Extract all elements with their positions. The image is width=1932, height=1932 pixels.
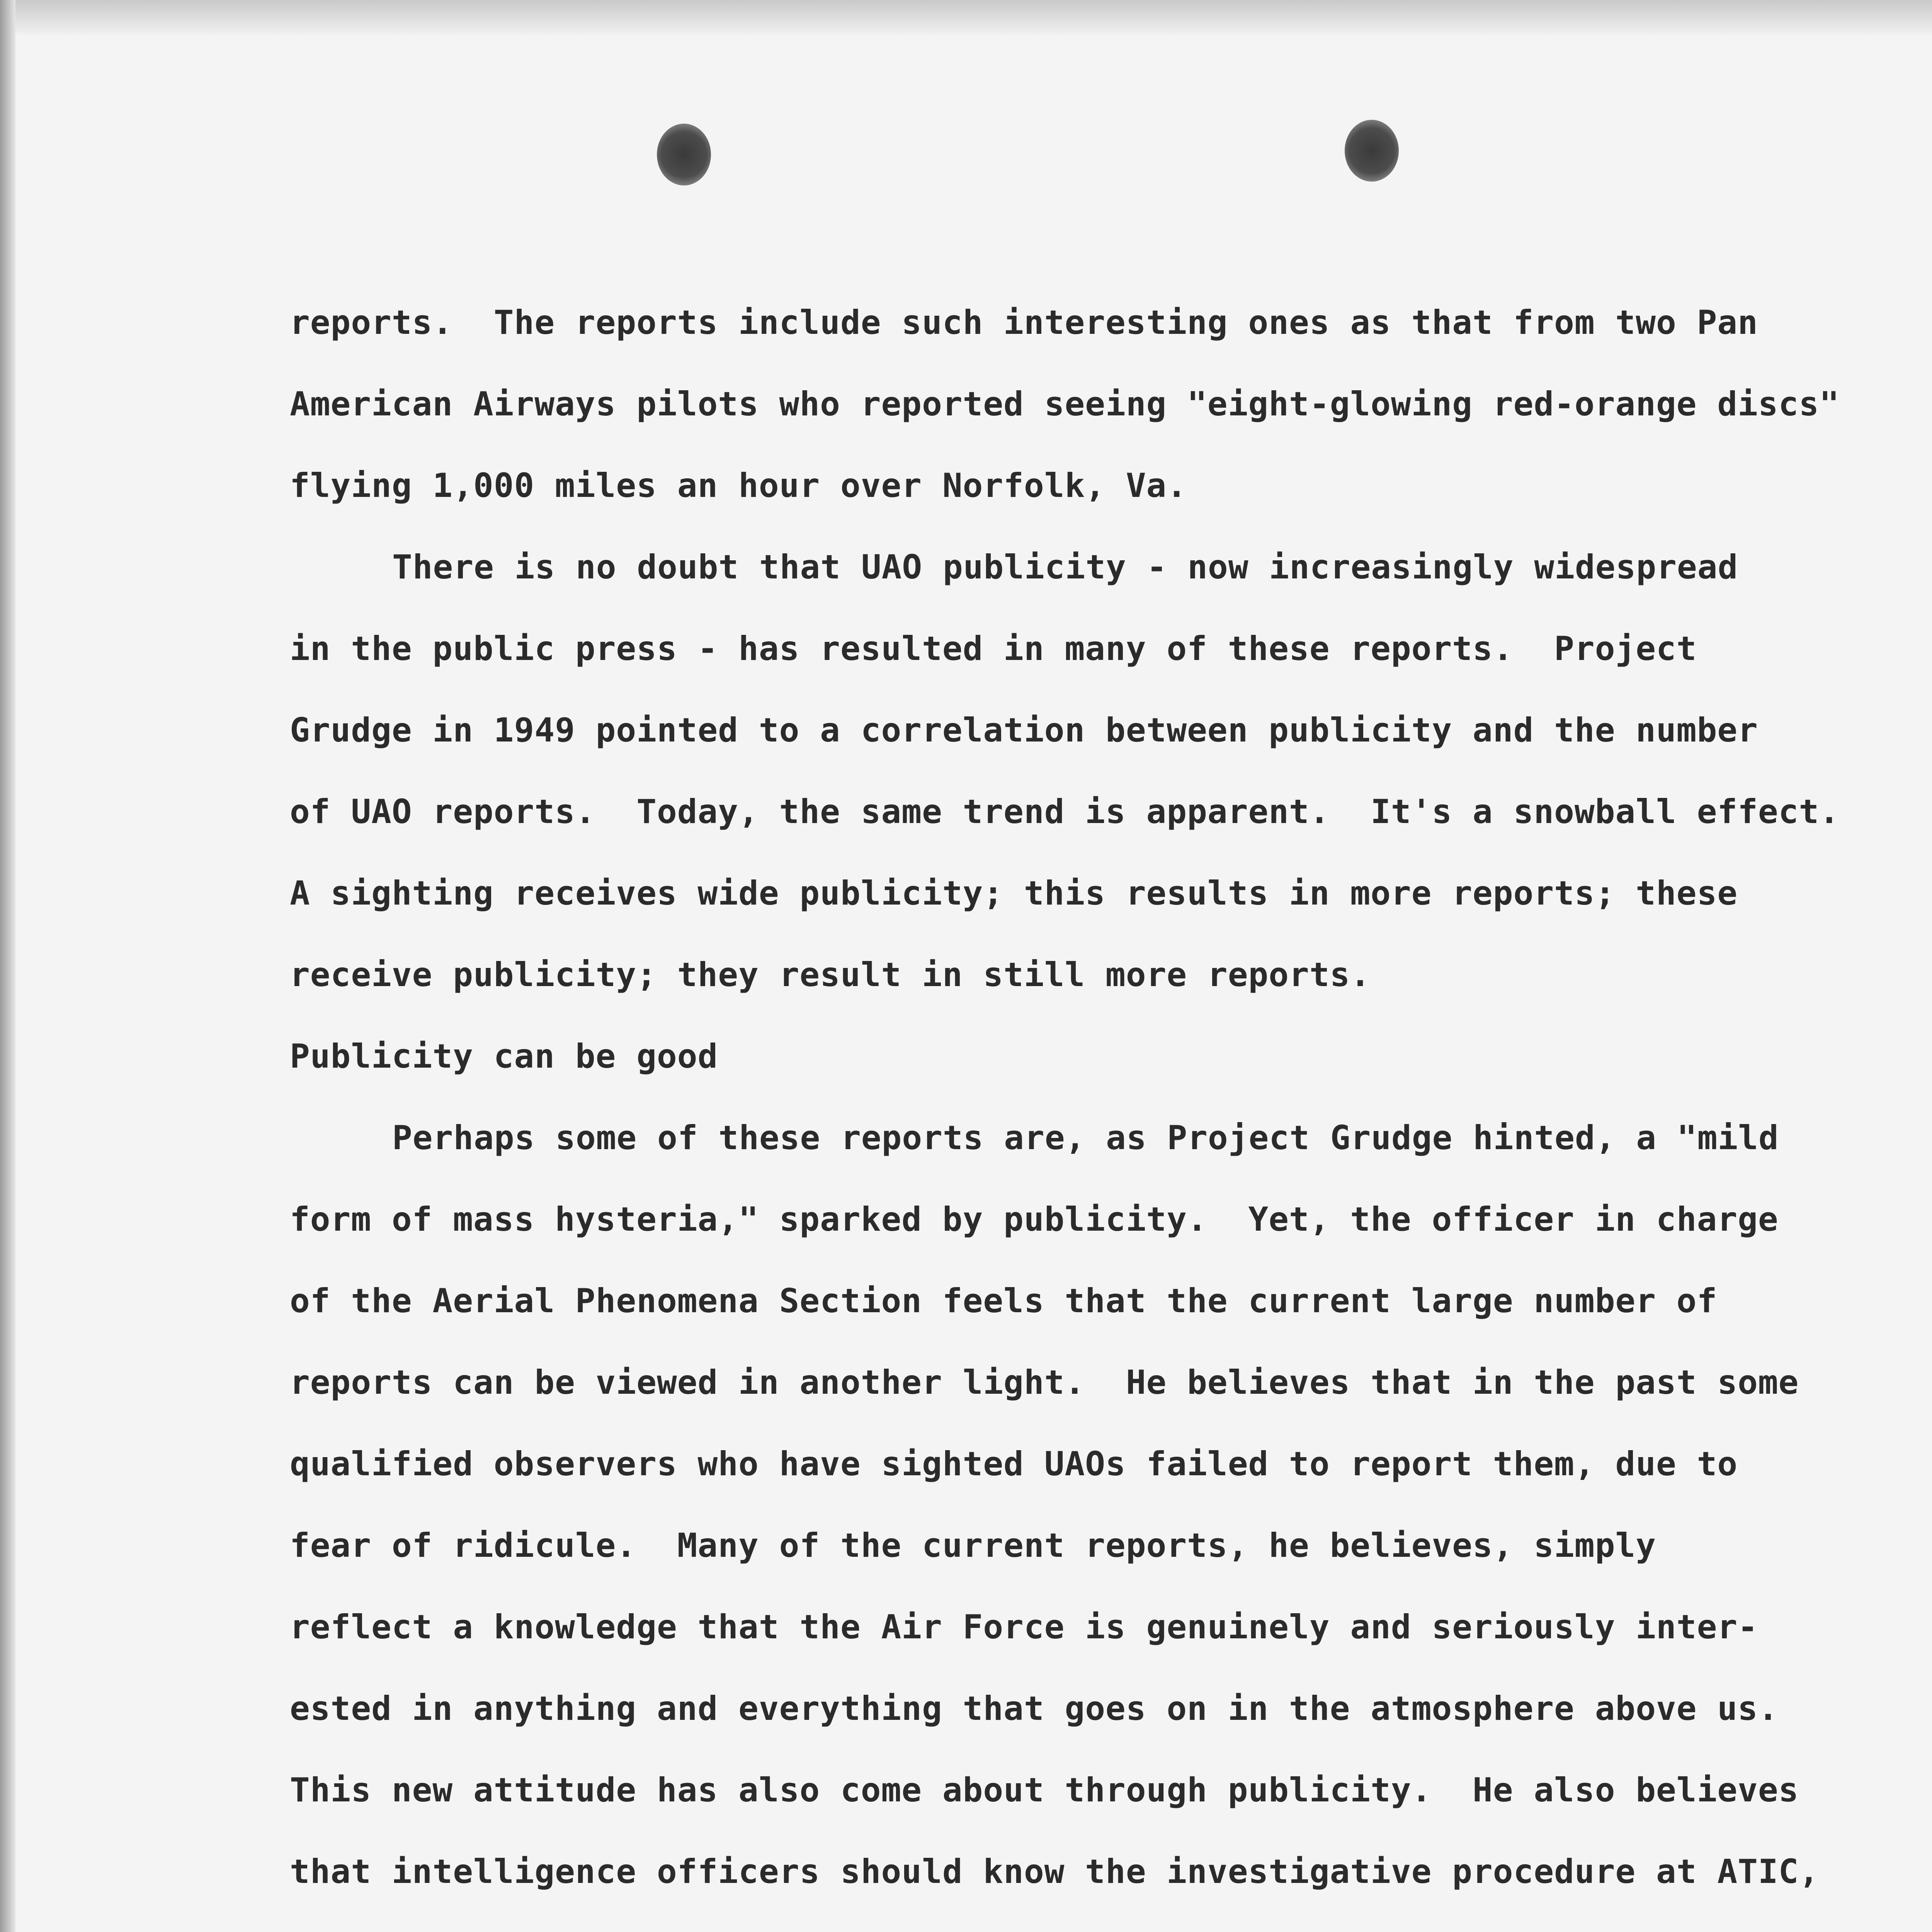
- text-line: American Airways pilots who reported seeing "eight-glowing red-orange discs": [290, 385, 1840, 423]
- scan-edge-top: [0, 0, 1932, 35]
- text-line: ested in anything and everything that goes on in the atmosphere above us.: [290, 1689, 1779, 1728]
- text-line: reports can be viewed in another light. He believes that in the past some: [290, 1363, 1799, 1402]
- text-line: A sighting receives wide publicity; this results in more reports; these: [290, 874, 1738, 913]
- text-line: Perhaps some of these reports are, as Project Grudge hinted, a "mild: [392, 1119, 1779, 1157]
- text-line: receive publicity; they result in still more reports.: [290, 956, 1371, 994]
- text-line: There is no doubt that UAO publicity - now increasingly widespread: [392, 548, 1738, 587]
- text-line: that intelligence officers should know the investigative procedure at ATIC,: [290, 1852, 1820, 1891]
- punch-hole-left: [657, 124, 711, 185]
- text-line: fear of ridicule. Many of the current reports, he believes, simply: [290, 1526, 1656, 1565]
- section-heading: Publicity can be good: [290, 1037, 718, 1076]
- text-line: in the public press - has resulted in many of these reports. Project: [290, 629, 1697, 668]
- text-line: form of mass hysteria," sparked by publicity. Yet, the officer in charge: [290, 1200, 1779, 1239]
- body-text: [290, 282, 1913, 1932]
- text-line: This new attitude has also come about through publicity. He also believes: [290, 1771, 1799, 1810]
- text-line: reflect a knowledge that the Air Force is genuinely and seriously inter-: [290, 1608, 1758, 1646]
- scan-edge-left: [0, 0, 15, 1932]
- text-line: qualified observers who have sighted UAOs failed to report them, due to: [290, 1445, 1738, 1483]
- punch-hole-right: [1345, 120, 1399, 182]
- text-line: of the Aerial Phenomena Section feels that the current large number of: [290, 1282, 1718, 1320]
- text-line: flying 1,000 miles an hour over Norfolk, Va.: [290, 466, 1187, 505]
- text-line: Grudge in 1949 pointed to a correlation between publicity and the number: [290, 711, 1758, 750]
- text-line: reports. The reports include such interesting ones as that from two Pan: [290, 303, 1758, 342]
- text-line: of UAO reports. Today, the same trend is apparent. It's a snowball effect.: [290, 793, 1840, 831]
- text-line: [290, 1913, 1913, 1932]
